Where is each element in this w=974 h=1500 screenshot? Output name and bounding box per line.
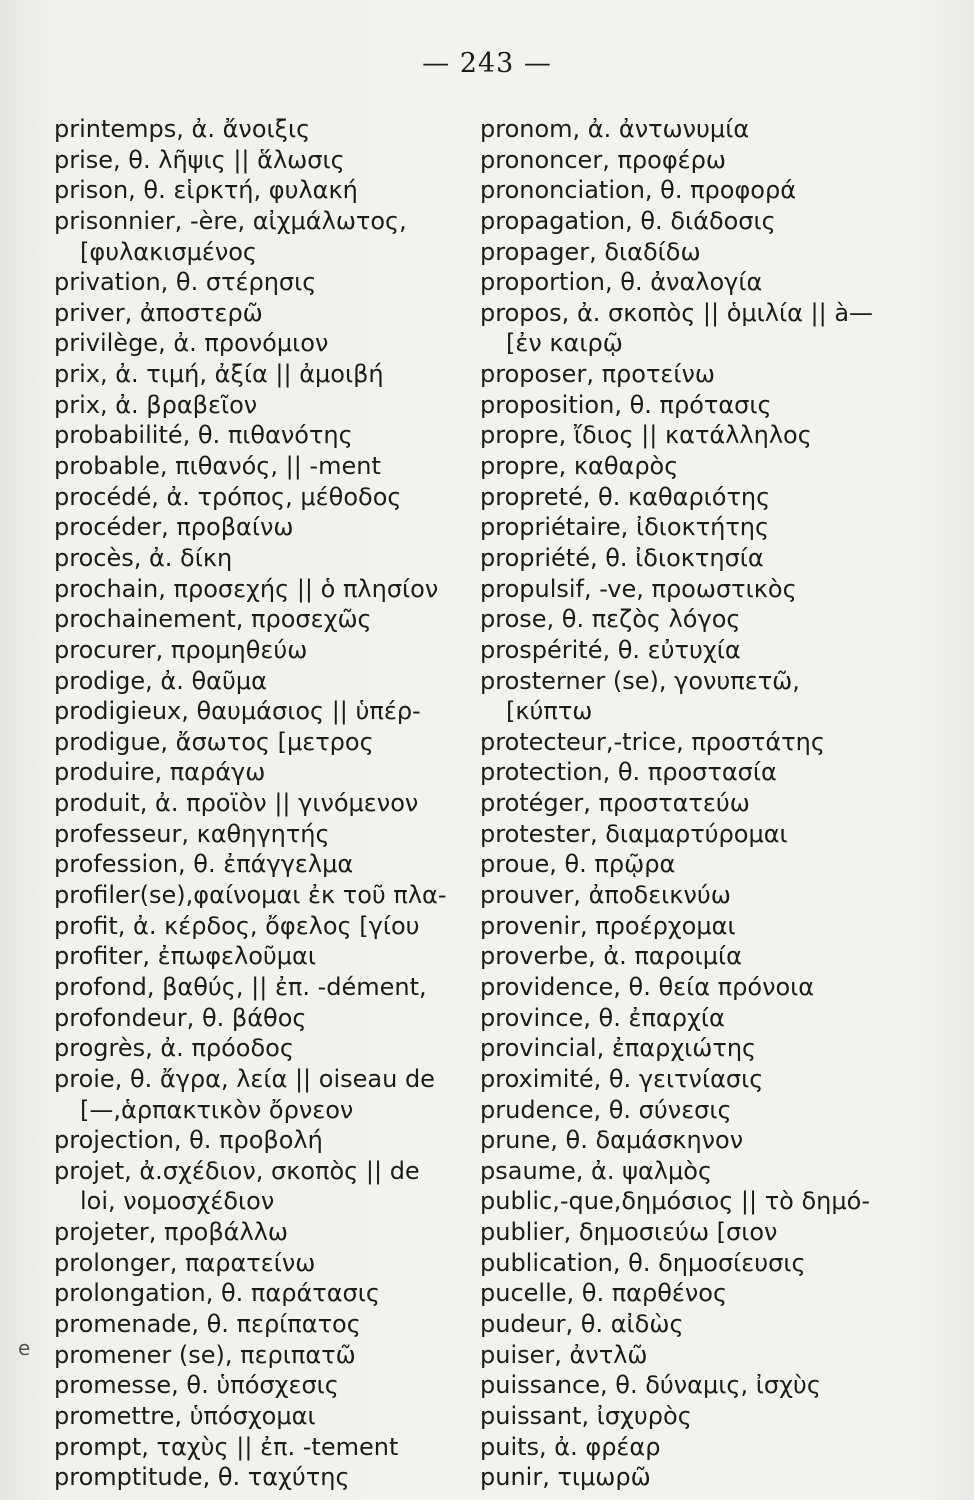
dictionary-entry: publier, δημοσιεύω [σιον <box>480 1218 778 1247</box>
dictionary-entry: prompt, ταχὺς || ἐπ. -tement <box>54 1432 399 1461</box>
dictionary-entry: pucelle, θ. παρθένος <box>480 1279 728 1308</box>
dictionary-entry: proue, θ. πρῷρα <box>480 850 676 879</box>
dictionary-entry: profit, ἀ. κέρδος, ὄφελος [γίου <box>54 911 420 940</box>
dictionary-entry: prise, θ. λῆψις || ἅλωσις <box>54 145 345 174</box>
dictionary-entry: propagation, θ. διάδοσις <box>480 206 776 235</box>
dictionary-entry: [—,ἁρπακτικὸν ὄρνεον <box>80 1095 354 1124</box>
dictionary-entry: probable, πιθανός, || -ment <box>54 452 381 481</box>
dictionary-entry: prosterner (se), γονυπετῶ, <box>480 666 800 695</box>
dictionary-entry: privation, θ. στέρησις <box>54 268 317 297</box>
dictionary-entry: profond, βαθύς, || ἐπ. -dément, <box>54 972 427 1001</box>
dictionary-entry: protéger, προστατεύω <box>480 789 750 818</box>
dictionary-entry: [φυλακισμένος <box>80 237 257 266</box>
dictionary-entry: projection, θ. προβολή <box>54 1126 323 1155</box>
dictionary-entry: propager, διαδίδω <box>480 237 701 266</box>
dictionary-entry: prospérité, θ. εὐτυχία <box>480 635 741 664</box>
dictionary-entry: prix, ἀ. βραβεῖον <box>54 390 258 419</box>
right-column <box>480 114 960 1493</box>
dictionary-entry: propre, ἴδιος || κατάλληλος <box>480 421 812 450</box>
dictionary-entry: propriétaire, ἰδιοκτήτης <box>480 513 770 542</box>
dictionary-entry: procédé, ἀ. τρόπος, μέθοδος <box>54 482 402 511</box>
margin-mark: e <box>18 1336 31 1360</box>
left-column <box>54 114 464 1493</box>
dictionary-entry: profession, θ. ἐπάγγελμα <box>54 850 354 879</box>
dictionary-entry: prisonnier, -ère, αἰχμάλωτος, <box>54 206 407 235</box>
dictionary-entry: printemps, ἀ. ἄνοιξις <box>54 115 311 143</box>
dictionary-entry: prouver, ἀποδεικνύω <box>480 881 731 910</box>
dictionary-entry: provincial, ἐπαρχιώτης <box>480 1034 757 1063</box>
dictionary-entry: pudeur, θ. αἰδὼς <box>480 1309 684 1338</box>
dictionary-entry: protection, θ. προστασία <box>480 758 777 787</box>
dictionary-entry: proposition, θ. πρότασις <box>480 390 772 419</box>
dictionary-entry: puiser, ἀντλῶ <box>480 1340 648 1369</box>
dictionary-entry: prose, θ. πεζὸς λόγος <box>480 605 741 634</box>
dictionary-entry: produire, παράγω <box>54 758 266 787</box>
dictionary-entry: propulsif, -ve, προωστικὸς <box>480 574 797 603</box>
dictionary-entry: [κύπτω <box>506 697 593 726</box>
dictionary-entry: proie, θ. ἄγρα, λεία || oiseau de <box>54 1064 435 1093</box>
dictionary-entry: promettre, ὑπόσχομαι <box>54 1401 316 1430</box>
dictionary-entry: prochain, προσεχής || ὁ πλησίον <box>54 574 439 603</box>
dictionary-entry: protecteur,-trice, προστάτης <box>480 727 825 756</box>
dictionary-entry: propre, καθαρὸς <box>480 452 679 481</box>
dictionary-entry: prochainement, προσεχῶς <box>54 605 372 634</box>
dictionary-entry: prononcer, προφέρω <box>480 145 726 174</box>
dictionary-entry: proposer, προτείνω <box>480 360 715 389</box>
dictionary-entry: prison, θ. εἱρκτή, φυλακή <box>54 176 358 205</box>
dictionary-entry: produit, ἀ. προϊὸν || γινόμενον <box>54 789 419 818</box>
dictionary-entry: promener (se), περιπατῶ <box>54 1340 356 1369</box>
dictionary-entry: propreté, θ. καθαριότης <box>480 482 771 511</box>
dictionary-entry: proverbe, ἀ. παροιμία <box>480 942 742 971</box>
dictionary-entry: probabilité, θ. πιθανότης <box>54 421 353 450</box>
dictionary-entry: privilège, ἀ. προνόμιον <box>54 329 329 358</box>
dictionary-entry: prodige, ἀ. θαῦμα <box>54 666 267 695</box>
dictionary-entry: protester, διαμαρτύρομαι <box>480 819 788 848</box>
dictionary-entry: pronom, ἀ. ἀντωνυμία <box>480 115 750 143</box>
dictionary-entry: prolongation, θ. παράτασις <box>54 1279 380 1308</box>
dictionary-entry: public,-que,δημόσιος || τὸ δημό- <box>480 1187 870 1216</box>
dictionary-entry: progrès, ἀ. πρόοδος <box>54 1034 294 1063</box>
dictionary-entry: puits, ἀ. φρέαρ <box>480 1432 661 1461</box>
dictionary-entry: prudence, θ. σύνεσις <box>480 1095 732 1124</box>
dictionary-entry: puissance, θ. δύναμις, ἰσχὺς <box>480 1371 821 1400</box>
dictionary-entry: publication, θ. δημοσίευσις <box>480 1248 806 1277</box>
dictionary-entry: profiter, ἐπωφελοῦμαι <box>54 942 316 971</box>
dictionary-entry: projeter, προβάλλω <box>54 1218 288 1247</box>
dictionary-entry: prolonger, παρατείνω <box>54 1248 316 1277</box>
dictionary-entry: priver, ἀποστερῶ <box>54 298 263 327</box>
dictionary-entry: [ἐν καιρῷ <box>506 329 623 358</box>
dictionary-entry: loi, νομοσχέδιον <box>80 1187 275 1216</box>
dictionary-entry: puissant, ἰσχυρὸς <box>480 1401 692 1430</box>
dictionary-entry: propos, ἀ. σκοπὸς || ὁμιλία || à— <box>480 298 874 327</box>
dictionary-entry: promenade, θ. περίπατος <box>54 1309 361 1338</box>
dictionary-entry: promptitude, θ. ταχύτης <box>54 1463 350 1492</box>
dictionary-entry: psaume, ἀ. ψαλμὸς <box>480 1156 713 1185</box>
dictionary-entry: professeur, καθηγητής <box>54 819 330 848</box>
dictionary-entry: propriété, θ. ἰδιοκτησία <box>480 543 764 572</box>
dictionary-entry: prononciation, θ. προφορά <box>480 176 797 205</box>
dictionary-entry: prodigue, ἄσωτος [μετρος <box>54 727 374 756</box>
dictionary-entry: prune, θ. δαμάσκηνον <box>480 1126 744 1155</box>
dictionary-entry: procès, ἀ. δίκη <box>54 543 233 572</box>
dictionary-entry: provenir, προέρχομαι <box>480 911 736 940</box>
dictionary-entry: procéder, προβαίνω <box>54 513 294 542</box>
dictionary-entry: proximité, θ. γειτνίασις <box>480 1064 764 1093</box>
dictionary-entry: profiler(se),φαίνομαι ἐκ τοῦ πλα- <box>54 881 447 910</box>
dictionary-entry: proportion, θ. ἀναλογία <box>480 268 763 297</box>
dictionary-entry: prix, ἀ. τιμή, ἀξία || ἀμοιβή <box>54 360 384 389</box>
dictionary-entry: province, θ. ἐπαρχία <box>480 1003 725 1032</box>
page-number: — 243 — <box>422 48 552 79</box>
dictionary-entry: procurer, προμηθεύω <box>54 635 308 664</box>
dictionary-entry: prodigieux, θαυμάσιος || ὑπέρ- <box>54 697 421 726</box>
dictionary-entry: promesse, θ. ὑπόσχεσις <box>54 1371 339 1400</box>
dictionary-entry: providence, θ. θεία πρόνοια <box>480 972 815 1001</box>
dictionary-entry: profondeur, θ. βάθος <box>54 1003 307 1032</box>
dictionary-entry: punir, τιμωρῶ <box>480 1463 651 1492</box>
dictionary-entry: projet, ἀ.σχέδιον, σκοπὸς || de <box>54 1156 420 1185</box>
